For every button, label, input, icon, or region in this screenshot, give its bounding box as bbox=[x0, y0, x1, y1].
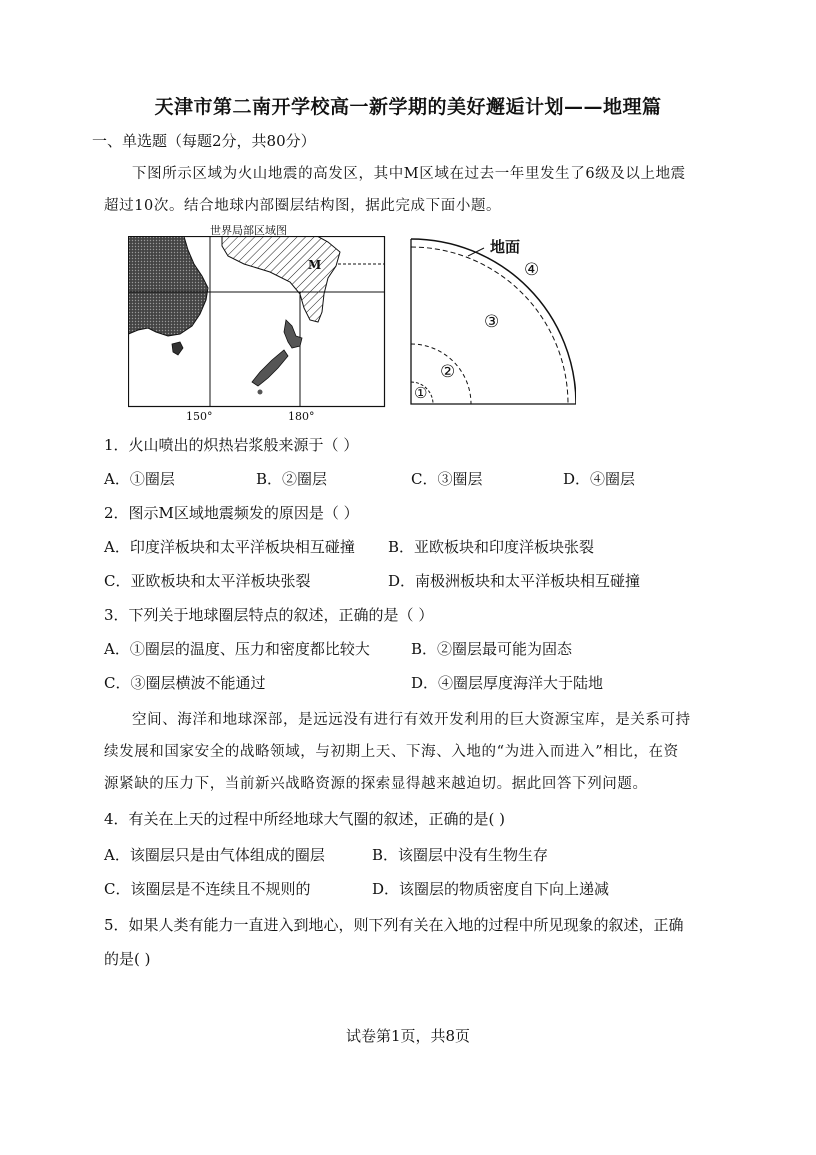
question-1-stem: 1．火山喷出的炽热岩浆般来源于（ ） bbox=[104, 436, 359, 454]
map-title: 世界局部区域图 bbox=[210, 224, 287, 237]
ground-label: 地面 bbox=[490, 238, 521, 256]
layer-3-label: ③ bbox=[484, 312, 500, 332]
passage-line-1: 空间、海洋和地球深部，是远远没有进行有效开发利用的巨大资源宝库，是关系可持 bbox=[132, 712, 691, 728]
passage-line-3: 源紧缺的压力下，当前新兴战略资源的探索显得越来越迫切。据此回答下列问题。 bbox=[104, 776, 648, 792]
question-2-option-a: A．印度洋板块和太平洋板块相互碰撞 bbox=[104, 538, 355, 556]
question-2-option-d: D．南极洲板块和太平洋板块相互碰撞 bbox=[388, 572, 641, 590]
question-2-option-b: B．亚欧板块和印度洋板块张裂 bbox=[388, 538, 595, 556]
question-1-option-d: D．④圈层 bbox=[563, 470, 636, 488]
longitude-180-label: 180° bbox=[288, 410, 315, 423]
m-region-label: M bbox=[308, 258, 322, 272]
question-1-option-c: C．③圈层 bbox=[411, 470, 483, 488]
layer-2-label: ② bbox=[440, 362, 456, 382]
question-4-stem: 4．有关在上天的过程中所经地球大气圈的叙述，正确的是( ) bbox=[104, 810, 506, 828]
layer-4-label: ④ bbox=[524, 260, 540, 280]
question-2-option-c: C．亚欧板块和太平洋板块张裂 bbox=[104, 572, 311, 590]
question-2-stem: 2．图示M区域地震频发的原因是（ ） bbox=[104, 504, 359, 522]
section-heading bbox=[92, 130, 316, 151]
longitude-150-label: 150° bbox=[186, 410, 213, 423]
layer-1-label: ① bbox=[414, 384, 428, 402]
section-title: 单选题（每题2分，共80分） bbox=[122, 132, 316, 150]
question-5-stem-line-1: 5．如果人类有能力一直进入到地心，则下列有关在入地的过程中所见现象的叙述，正确 bbox=[104, 916, 684, 934]
question-1-option-a: A．①圈层 bbox=[104, 470, 175, 488]
region-map bbox=[128, 236, 386, 408]
question-3-option-b: B．②圈层最可能为固态 bbox=[411, 640, 573, 658]
question-4-option-b: B．该圈层中没有生物生存 bbox=[372, 846, 549, 864]
question-3-option-c: C．③圈层横波不能通过 bbox=[104, 674, 266, 692]
stewart-island bbox=[258, 390, 263, 395]
question-4-option-d: D．该圈层的物质密度自下向上递减 bbox=[372, 880, 610, 898]
question-1-option-b: B．②圈层 bbox=[256, 470, 328, 488]
question-5-stem-line-2: 的是( ) bbox=[104, 950, 151, 968]
question-4-option-c: C．该圈层是不连续且不规则的 bbox=[104, 880, 311, 898]
passage-line-2: 续发展和国家安全的战略领域，与初期上天、下海、入地的“为进入而进入”相比，在资 bbox=[104, 744, 679, 760]
intro-line-2: 超过10次。结合地球内部圈层结构图，据此完成下面小题。 bbox=[104, 198, 502, 214]
section-number: 一、 bbox=[92, 132, 123, 150]
intro-line-1: 下图所示区域为火山地震的高发区，其中M区域在过去一年里发生了6级及以上地震 bbox=[132, 166, 686, 182]
question-3-option-a: A．①圈层的温度、压力和密度都比较大 bbox=[104, 640, 370, 658]
question-3-option-d: D．④圈层厚度海洋大于陆地 bbox=[411, 674, 604, 692]
page-footer: 试卷第1页，共8页 bbox=[345, 1027, 471, 1045]
question-4-option-a: A．该圈层只是由气体组成的圈层 bbox=[104, 846, 325, 864]
question-3-stem: 3．下列关于地球圈层特点的叙述，正确的是（ ） bbox=[104, 606, 434, 624]
page-title: 天津市第二南开学校高一新学期的美好邂逅计划——地理篇 bbox=[154, 96, 662, 118]
